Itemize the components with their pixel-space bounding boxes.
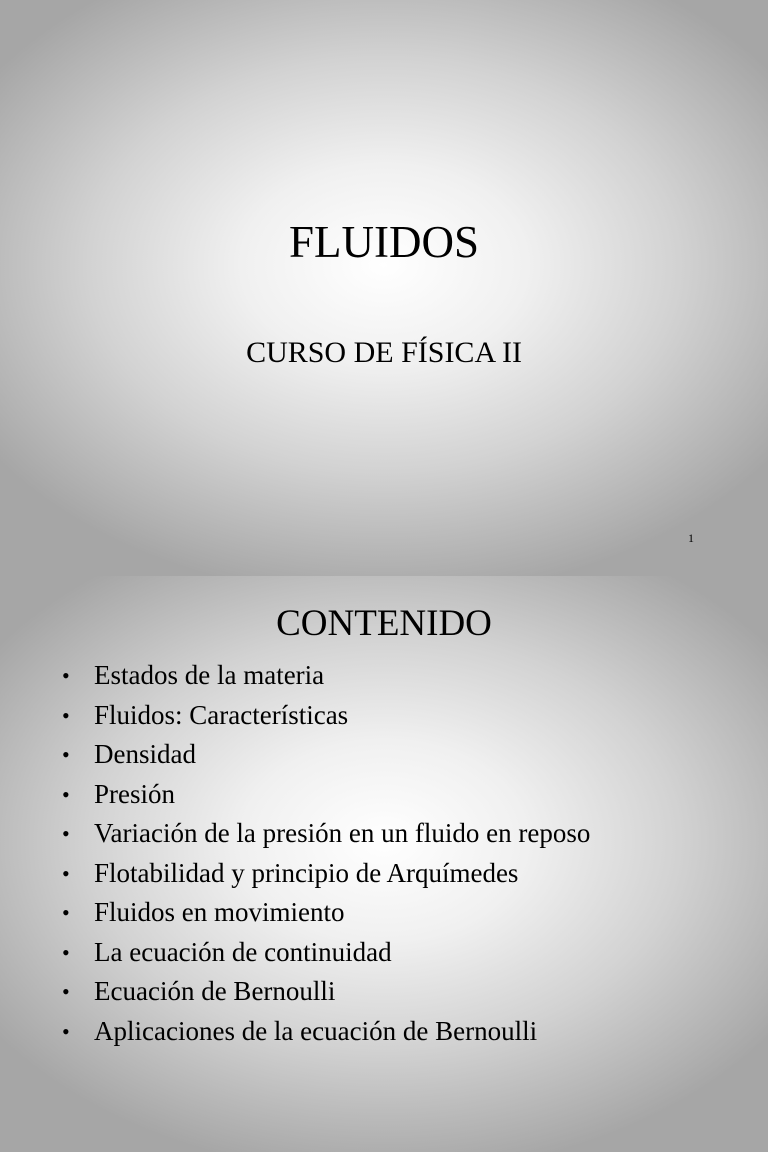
bullet-icon: • bbox=[62, 663, 70, 688]
bullet-icon: • bbox=[62, 979, 70, 1004]
slide-2 bbox=[0, 576, 768, 1152]
list-item-label: Aplicaciones de la ecuación de Bernoulli bbox=[94, 1015, 538, 1046]
list-item-label: Estados de la materia bbox=[94, 660, 325, 690]
page-number: 1 bbox=[688, 531, 694, 545]
bullet-icon: • bbox=[62, 860, 70, 886]
list-item-label: Variación de la presión en un fluido en reposo bbox=[94, 818, 591, 848]
list-item-label: Flotabilidad y principio de Arquímedes bbox=[94, 857, 519, 888]
list-item bbox=[62, 696, 590, 736]
slide-subtitle: CURSO DE FÍSICA II bbox=[246, 336, 522, 369]
bullet-icon: • bbox=[62, 939, 70, 965]
bullet-icon: • bbox=[62, 821, 70, 846]
list-item bbox=[62, 735, 590, 775]
list-item bbox=[62, 933, 590, 973]
bullet-icon: • bbox=[62, 781, 70, 807]
bullet-icon: • bbox=[62, 702, 70, 728]
slide-title: FLUIDOS bbox=[288, 217, 480, 267]
list-item bbox=[62, 1012, 590, 1052]
slide-title: CONTENIDO bbox=[276, 603, 492, 644]
list-item-label: Ecuación de Bernoulli bbox=[94, 976, 336, 1006]
list-item-label: Fluidos: Características bbox=[94, 699, 349, 730]
bullet-icon: • bbox=[62, 1018, 70, 1044]
list-item-label: Presión bbox=[94, 778, 175, 809]
bullet-icon: • bbox=[62, 742, 70, 767]
list-item-label: Densidad bbox=[94, 739, 196, 769]
list-item bbox=[62, 893, 590, 933]
list-item-label: Fluidos en movimiento bbox=[94, 897, 345, 927]
list-item bbox=[62, 854, 590, 894]
list-item bbox=[62, 775, 590, 815]
list-item-label: La ecuación de continuidad bbox=[94, 936, 392, 967]
topic-list bbox=[62, 656, 590, 1051]
bullet-icon: • bbox=[62, 900, 70, 925]
list-item bbox=[62, 656, 590, 696]
list-item bbox=[62, 972, 590, 1012]
list-item bbox=[62, 814, 590, 854]
